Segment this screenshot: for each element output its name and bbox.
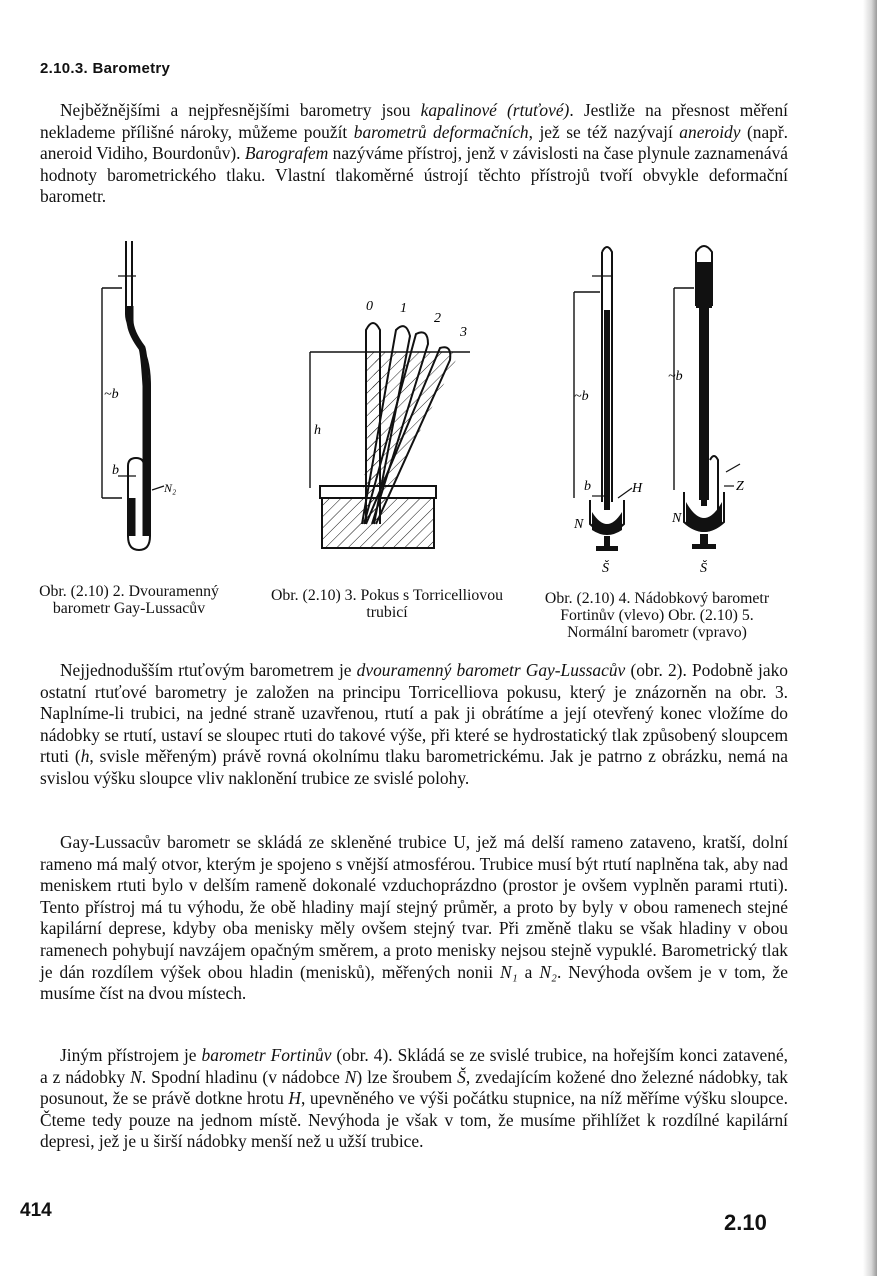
fig5-label-b: ~b xyxy=(668,369,683,384)
section-tag: 2.10 xyxy=(724,1210,767,1235)
fig3-label-2: 2 xyxy=(434,311,441,326)
figure-3-torricelli-tubes xyxy=(300,290,490,560)
fig5-label-z: Z xyxy=(736,479,744,494)
fig3-label-1: 1 xyxy=(400,301,407,316)
fig3-label-h: h xyxy=(314,423,321,438)
fig2-label-b: ~b xyxy=(104,387,119,402)
fig4-label-b-lower: b xyxy=(584,479,591,494)
caption-figures-4-5: Obr. (2.10) 4. Nádobkový barometr Fortinův (vlevo) Obr. (2.10) 5. Normální barometr (vpravo) xyxy=(544,590,770,641)
fig5-label-n: N xyxy=(672,511,682,526)
fig3-label-3: 3 xyxy=(460,325,467,340)
fig3-label-0: 0 xyxy=(366,299,373,314)
fig2-label-b-lower: b xyxy=(112,463,119,478)
fig4-label-n: N xyxy=(574,517,584,532)
body-paragraph-2: Gay-Lussacův barometr se skládá ze skleněné trubice U, jež má delší rameno zataveno, kratší, dolní rameno má malý otvor, kterým je spojeno s vnější atmosférou. Trubice musí být rtutí naplněna tak, aby nad meniskem rtuti bylo v delším rameně dokonalé vzduchoprázdno (prostor je ovšem vyplněn parami rtuti). Tento přístroj má tu výhodu, že obě hladiny mají stejný průměr, a proto by byly v obou ramenech stejné kapilární deprese, kdyby oba menisky měly ovšem stejný tvar. Při změně tlaku se však hladiny v obou ramenech pohybují navzájem opačným směrem, a proto menisky nejsou stejně vypuklé. Barometrický tlak je dán rozdílem výšek obou hladin (menisků), měřených nonii N₁ a N₂. Nevýhoda ovšem je v tom, že musíme číst na dvou místech. xyxy=(40,832,788,1004)
caption-figure-3: Obr. (2.10) 3. Pokus s Torricelliovou trubicí xyxy=(270,587,504,621)
fig4-label-s: Š xyxy=(602,561,609,576)
caption-figure-2: Obr. (2.10) 2. Dvouramenný barometr Gay-Lussacův xyxy=(39,583,219,617)
section-title: 2.10.3. Barometry xyxy=(40,60,171,77)
fig4-label-b: ~b xyxy=(574,389,589,404)
body-paragraph-1: Nejjednodušším rtuťovým barometrem je dvouramenný barometr Gay-Lussacův (obr. 2). Podobně jako ostatní rtuťové barometry je založen na principu Torricelliova pokusu, který je znázorněn na obr. 3. Naplníme-li trubici, na jedné straně uzavřenou, rtutí a pak ji obrátíme a její otevřený konec vložíme do nádobky se rtutí, ustaví se sloupec rtuti do takové výše, při které se hydrostatický tlak způsobený sloupcem rtuti (h, svisle měřeným) právě rovná okolnímu tlaku barometrickému. Jak je patrno z obrázku, nemá na svislou výšku sloupce vliv naklonění trubice ze svislé polohy. xyxy=(40,660,789,788)
figure-5-normal-barometer xyxy=(660,240,760,580)
figure-2-gay-lussac-barometer xyxy=(92,236,192,556)
fig5-label-s: Š xyxy=(700,561,707,576)
body-paragraph-3: Jiným přístrojem je barometr Fortinův (obr. 4). Skládá se ze svislé trubice, na hořejším konci zatavené, a z nádobky N. Spodní hladinu (v nádobce N) lze šroubem Š, zvedajícím kožené dno železné nádobky, tak posunout, že se právě dotkne hrotu H, upevněného ve výši počátku stupnice, na níž měříme výšku sloupce. Čteme tedy pouze na jednom místě. Nevýhoda je však v tom, že musíme přihlížet k rozdílné kapilární depresi, jež je u širší nádobky menší než u užší trubice. xyxy=(40,1045,789,1152)
page-number: 414 xyxy=(20,1200,52,1221)
page-edge-shadow xyxy=(863,0,877,1276)
intro-paragraph: Nejběžnějšími a nejpřesnějšími barometry jsou kapalinové (rtuťové). Jestliže na přesnost měření neklademe přílišné nároky, můžeme použít barometrů deformačních, jež se též nazývají aneroidy (např. aneroid Vidiho, Bourdonův). Barografem nazýváme přístroj, jenž v závislosti na čase plynule zaznamenává hodnoty barometrického tlaku. Vlastní tlakoměrné ústrojí těchto přístrojů tvoří obvykle deformační barometr. xyxy=(40,100,789,207)
fig4-label-h: H xyxy=(632,481,643,496)
figure-4-fortin-barometer xyxy=(562,240,662,580)
fig2-label-n2: N₂ xyxy=(164,481,177,495)
